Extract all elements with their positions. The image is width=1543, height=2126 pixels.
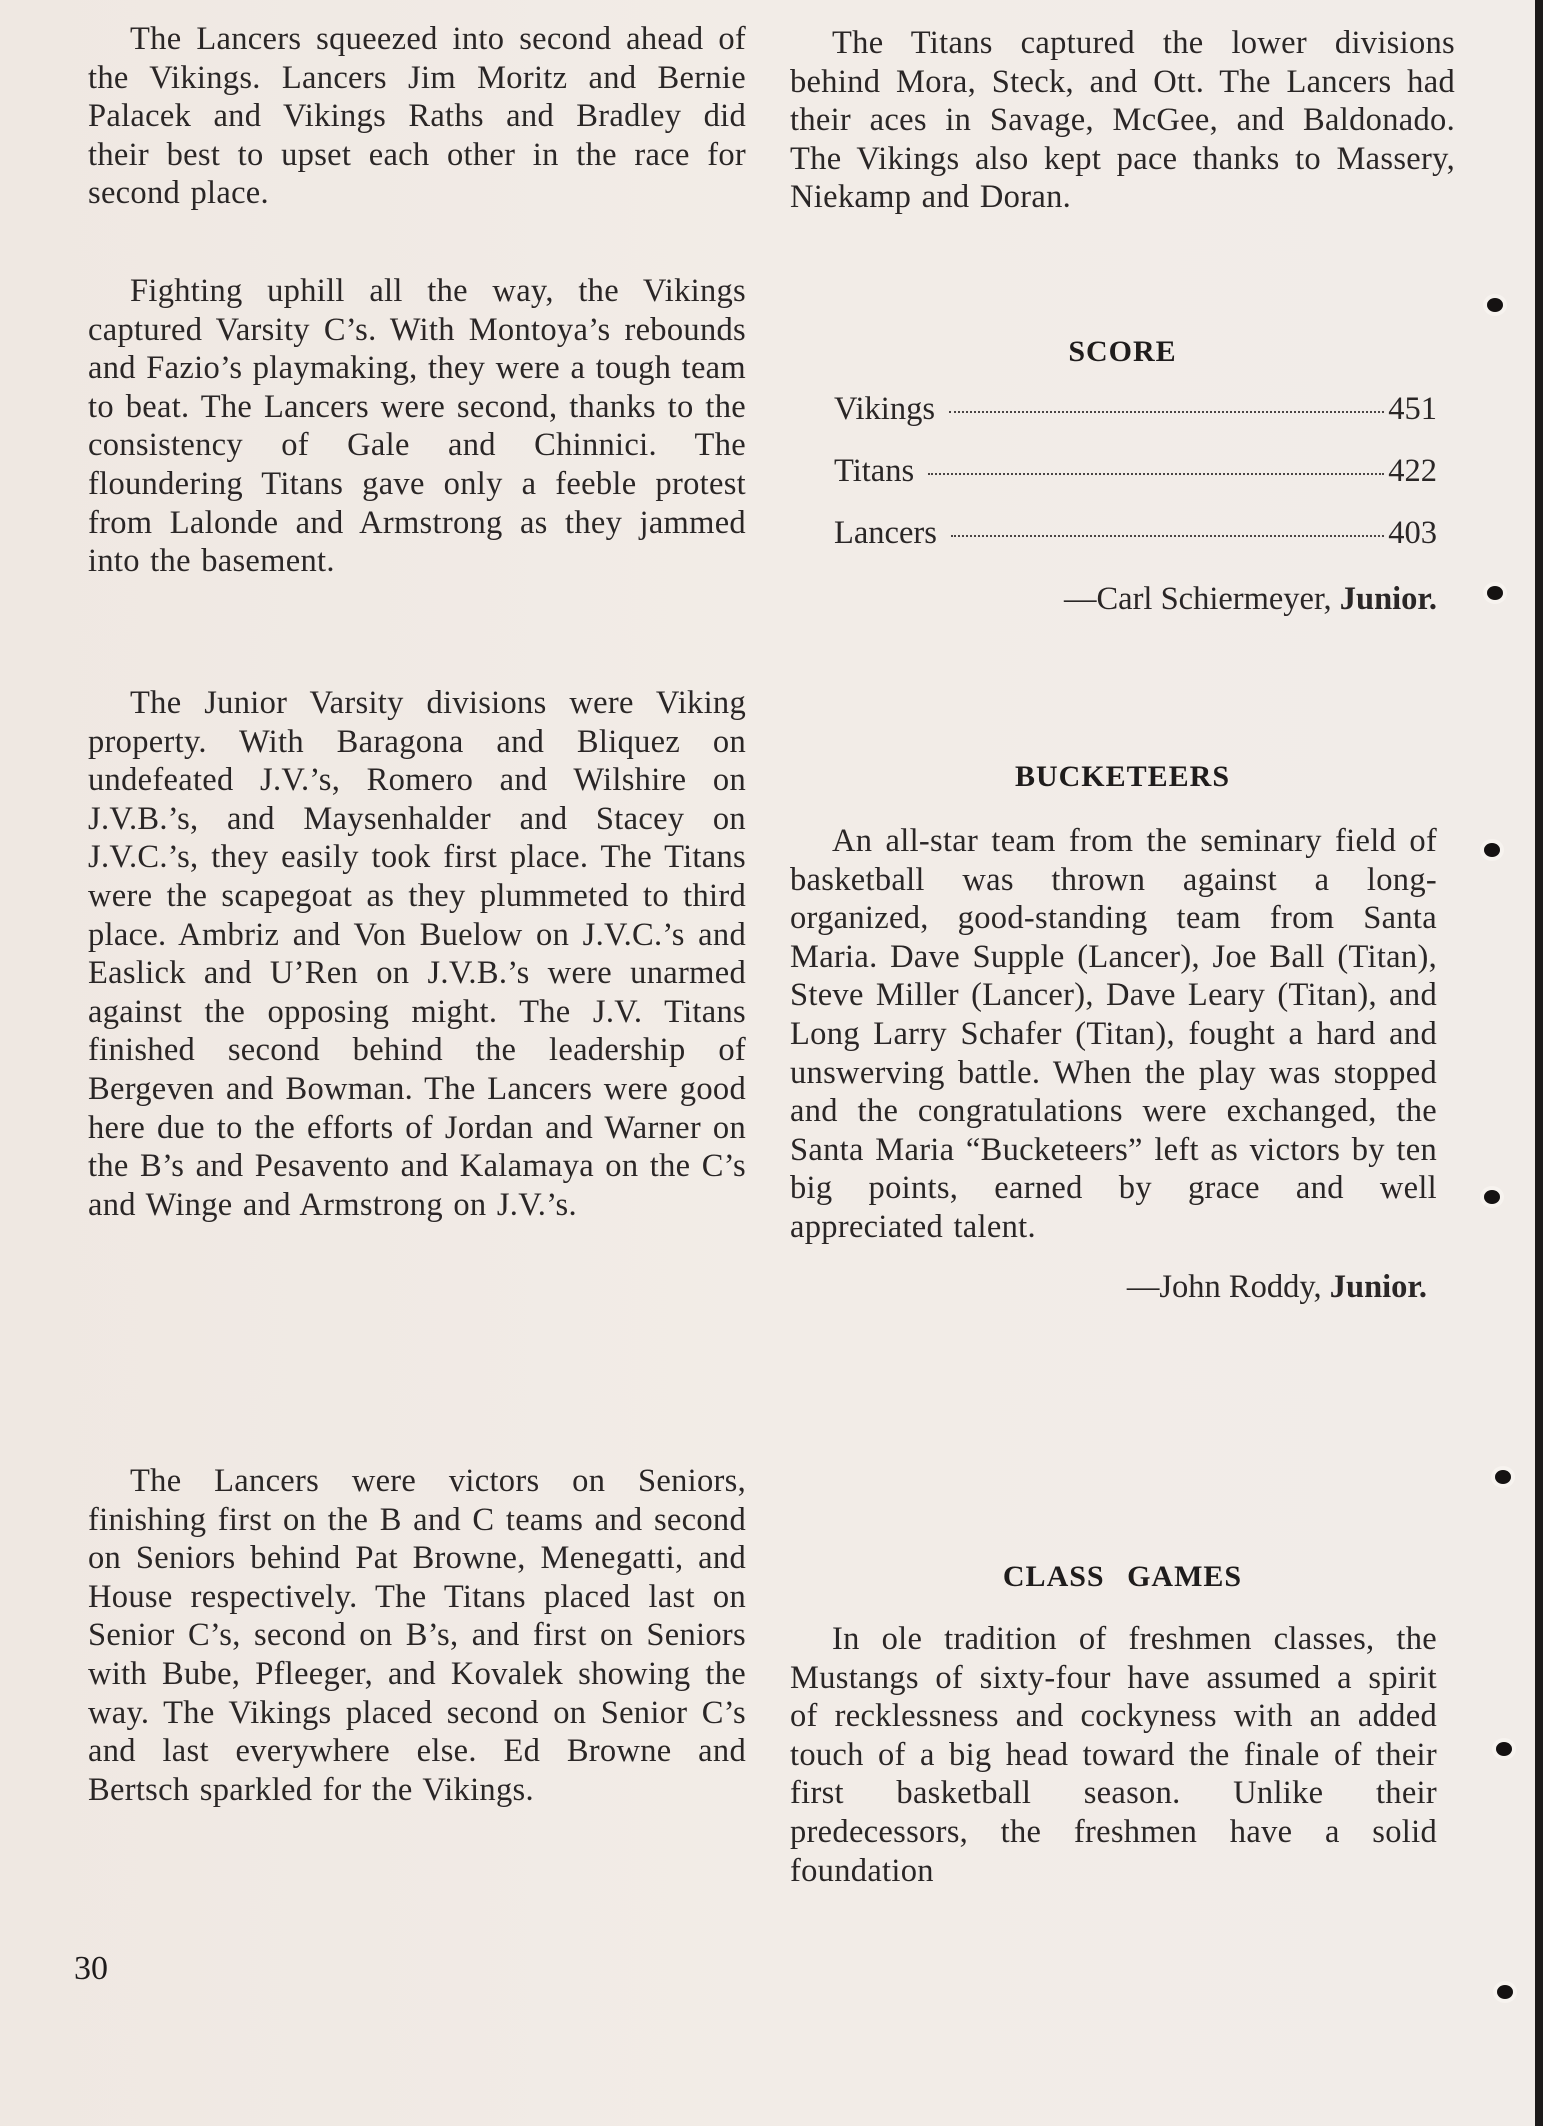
paragraph-second-place: The Lancers squeezed into second ahead of the Vikings. Lancers Jim Moritz and Bernie Palacek and Vikings Raths and Bradley did their best to upset each other in the race for second place. — [88, 21, 746, 212]
score-heading: SCORE — [1068, 335, 1177, 368]
punch-hole — [1487, 298, 1503, 312]
bucketeers-paragraph: An all-star team from the seminary field of basketball was thrown against a long-organized, good-standing team from Santa Maria. Dave Supple (Lancer), Joe Ball (Titan), Steve Miller (Lancer), Dave Leary (Titan), and Long Larry Schafer (Titan), fought a hard and unswerving battle. When the play was stopped and the congratulations were exchanged, the Santa Maria “Bucketeers” left as victors by ten big points, earned by grace and well appreciated talent. — [790, 823, 1437, 1245]
punch-hole — [1484, 1190, 1500, 1204]
leader-dots — [949, 411, 1384, 413]
bucketeers-byline — [790, 1269, 1427, 1306]
punch-hole — [1495, 1470, 1511, 1484]
page-number: 30 — [74, 1950, 108, 1987]
score-team: Lancers — [834, 515, 937, 551]
class-games-paragraph: In ole tradition of freshmen classes, the Mustangs of sixty-four have assumed a spirit of recklessness and cockyness with an added touch of a big head toward the finale of their first basketball season. Unlike their predecessors, the freshmen have a solid foundation — [790, 1621, 1437, 1889]
punch-hole — [1497, 1985, 1513, 1999]
leader-dots — [951, 535, 1384, 537]
byline-class: Junior. — [1329, 1268, 1427, 1305]
class-games-section — [790, 1560, 1455, 1890]
bucketeers-heading: BUCKETEERS — [1014, 760, 1231, 793]
score-team: Titans — [834, 453, 915, 489]
score-row — [834, 391, 1437, 453]
punch-hole — [1484, 843, 1500, 857]
punch-hole — [1487, 586, 1503, 600]
score-points: 422 — [1388, 453, 1437, 489]
article-paragraph — [88, 1462, 746, 1809]
byline-class: Junior. — [1339, 581, 1437, 617]
byline-author: —John Roddy, — [1126, 1268, 1322, 1305]
paragraph-varsity-cs: Fighting uphill all the way, the Vikings captured Varsity C’s. With Montoya’s rebounds and Fazio’s playmaking, they were a tough team to beat. The Lancers were second, thanks to the consistency of Gale and Chinnici. The floundering Titans gave only a feeble protest from Lalonde and Armstrong as they jammed into the basement. — [88, 273, 746, 580]
article-paragraph — [88, 20, 746, 213]
article-paragraph — [88, 272, 746, 581]
score-points: 451 — [1388, 391, 1437, 427]
score-points: 403 — [1388, 515, 1437, 551]
paragraph-junior-varsity: The Junior Varsity divisions were Viking property. With Baragona and Bliquez on undefeated J.V.’s, Romero and Wilshire on J.V.B.’s, and Maysenhalder and Stacey on J.V.C.’s, they easily took first place. The Titans were the scapegoat as they plummeted to third place. Ambriz and Von Buelow on J.V.C.’s and Easlick and U’Ren on J.V.B.’s were unarmed against the opposing might. The J.V. Titans finished second behind the leadership of Bergeven and Bowman. The Lancers were good here due to the efforts of Jordan and Warner on the B’s and Pesavento and Kalamaya on the C’s and Winge and Armstrong on J.V.’s. — [88, 685, 746, 1223]
article-paragraph — [790, 24, 1455, 217]
bucketeers-section — [790, 760, 1455, 1306]
paragraph-seniors: The Lancers were victors on Seniors, finishing first on the B and C teams and second on Seniors behind Pat Browne, Menegatti, and House respectively. The Titans placed last on Senior C’s, second on B’s, and first on Seniors with Bube, Pfleeger, and Kovalek showing the way. The Vikings placed second on Senior C’s and last everywhere else. Ed Browne and Bertsch sparkled for the Vikings. — [88, 1463, 746, 1808]
class-games-heading: CLASS GAMES — [1002, 1560, 1243, 1593]
score-row — [834, 453, 1437, 515]
article-paragraph — [88, 684, 746, 1224]
leader-dots — [928, 473, 1384, 475]
paragraph-lower-divisions: The Titans captured the lower divisions behind Mora, Steck, and Ott. The Lancers had their aces in Savage, McGee, and Baldonado. The Vikings also kept pace thanks to Massery, Niekamp and Doran. — [790, 25, 1455, 216]
score-byline — [834, 581, 1437, 618]
score-row — [834, 515, 1437, 577]
score-table — [834, 391, 1437, 618]
punch-hole — [1496, 1742, 1512, 1756]
byline-author: —Carl Schiermeyer, — [1063, 581, 1332, 617]
score-section — [790, 335, 1455, 618]
binding-edge — [1535, 0, 1543, 2126]
score-team: Vikings — [834, 391, 935, 427]
